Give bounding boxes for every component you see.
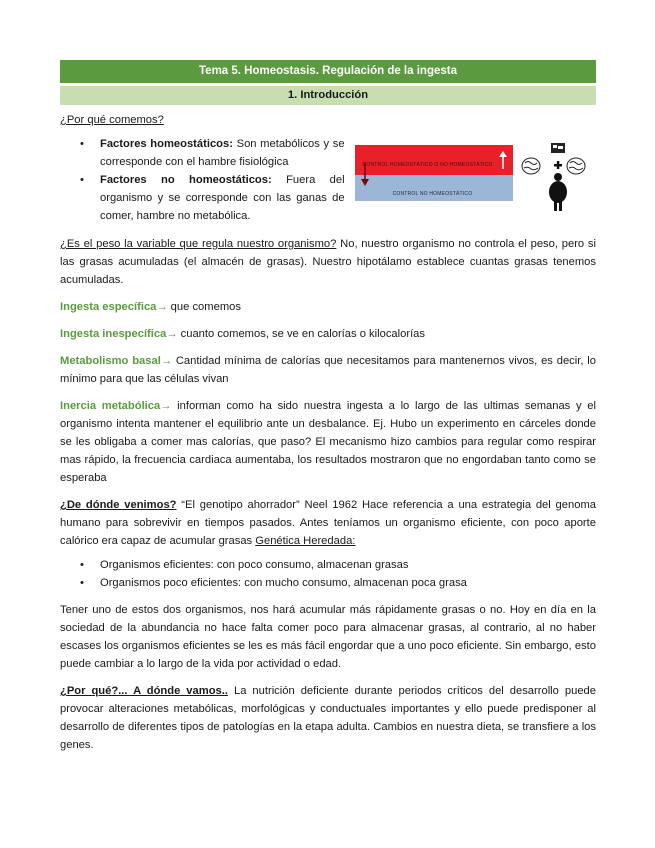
- organisms-list: [60, 556, 596, 592]
- arrow-right-icon: →: [160, 355, 172, 367]
- question-future: ¿Por qué?... A dónde vamos..: [60, 685, 228, 697]
- arrow-up-icon: [499, 151, 507, 169]
- factor-term: Factores homeostáticos:: [100, 138, 233, 150]
- document-title: Tema 5. Homeostasis. Regulación de la ingesta: [60, 60, 596, 83]
- future-text: La nutrición deficiente durante periodos críticos del desarrollo puede provocar alteraciones metabólicas, morfológicas y conductuales importantes y ello puede predisponer al desarrollo de diferentes tipos de patologías en la etapa adulta. Cambios en nuestra dieta, se transfiere a los genes.: [60, 685, 596, 751]
- factors-row: [60, 135, 596, 225]
- term-label: Ingesta específica: [60, 301, 157, 313]
- term-nonspecific-intake: [60, 325, 596, 343]
- diagram-label-bottom: CONTROL NO HOMEOSTÁTICO: [392, 191, 473, 197]
- factor-text: Fuera del organismo y se corresponde con las ganas de comer, hambre no metabólica.: [100, 174, 345, 222]
- section-heading: 1. Introducción: [60, 86, 596, 105]
- term-specific-intake: [60, 298, 596, 316]
- question-weight: ¿Es el peso la variable que regula nuestro organismo?: [60, 238, 337, 250]
- term-label: Metabolismo basal: [60, 355, 161, 367]
- weight-paragraph: [60, 235, 596, 289]
- plus-icon: [554, 161, 562, 169]
- brain-icon: [522, 158, 540, 174]
- factor-text: Son metabólicos y se corresponde con el hambre fisiológica: [100, 138, 345, 168]
- diagram-label-top: CONTROL HOMEOSTÁTICO O NO HOMEOSTÁTICO: [362, 162, 493, 168]
- origin-text: “El genotipo ahorrador” Neel 1962 Hace referencia a una estrategia del genoma humano para sobrevivir en tiempos pasados. Antes teníamos un organismo eficiente, con poco aporte calórico era capaz de acumular grasas: [60, 499, 596, 547]
- origin-paragraph: [60, 496, 596, 550]
- question-origin: ¿De dónde venimos?: [60, 499, 177, 511]
- inherited-genetics-label: Genética Heredada:: [255, 535, 356, 547]
- abundance-paragraph: Tener uno de estos dos organismos, nos hará acumular más rápidamente grasas o no. Hoy en día en la sociedad de la abundancia no hace falta comer poco para almacenar grasas, al contrario, al no haber escases los organismos eficientes se les es más fácil engordar que a uno poco eficiente. Sin embargo, esto puede cambiar a lo largo de la vida por actividad o edad.: [60, 604, 596, 670]
- arrow-right-icon: →: [160, 400, 172, 412]
- brain-icon: [567, 158, 585, 174]
- diagram-graphics: [355, 139, 601, 219]
- term-text: que comemos: [167, 301, 241, 313]
- person-icon: [549, 173, 567, 211]
- list-item: [60, 135, 345, 171]
- future-paragraph: [60, 682, 596, 754]
- term-basal-metabolism: [60, 352, 596, 388]
- document-page: [60, 60, 596, 754]
- arrow-right-icon: →: [166, 328, 178, 340]
- question-why-eat: ¿Por qué comemos?: [60, 114, 164, 126]
- term-text: informan como ha sido nuestra ingesta a lo largo de las ultimas semanas y el organismo intenta mantener el equilibrio ante un desbalance. Ej. Hubo un experimento en cárceles donde se les obligaba a comer mas calorías, que paso? El mecanismo hizo cambios para regular como respirar mas rápido, la frecuencia cardiaca aumentaba, los resultados mostraron que no engordaban tanto como se esperaba: [60, 400, 596, 484]
- list-item: • Organismos eficientes: con poco consumo, almacenan grasas: [60, 556, 596, 574]
- factor-term: Factores no homeostáticos:: [100, 174, 272, 186]
- term-label: Inercia metabólica: [60, 400, 161, 412]
- term-metabolic-inertia: [60, 397, 596, 487]
- food-icon: [551, 143, 565, 153]
- weight-answer: No, nuestro organismo no controla el peso, pero si las grasas acumuladas (el almacén de grasas). Nuestro hipotálamo establece cuantas grasas tenemos acumuladas.: [60, 238, 596, 286]
- term-text: cuanto comemos, se ve en calorías o kilocalorías: [177, 328, 426, 340]
- factors-list: [60, 135, 345, 225]
- term-text: Cantidad mínima de calorías que necesitamos para mantenernos vivos, es decir, lo mínimo para que las células vivan: [60, 355, 596, 385]
- arrow-right-icon: →: [156, 301, 168, 313]
- list-item: [60, 171, 345, 225]
- arrow-down-icon: [361, 163, 369, 186]
- control-diagram: [355, 139, 596, 219]
- list-item: • Organismos poco eficientes: con mucho consumo, almacenan poca grasa: [60, 574, 596, 592]
- term-label: Ingesta inespecífica: [60, 328, 167, 340]
